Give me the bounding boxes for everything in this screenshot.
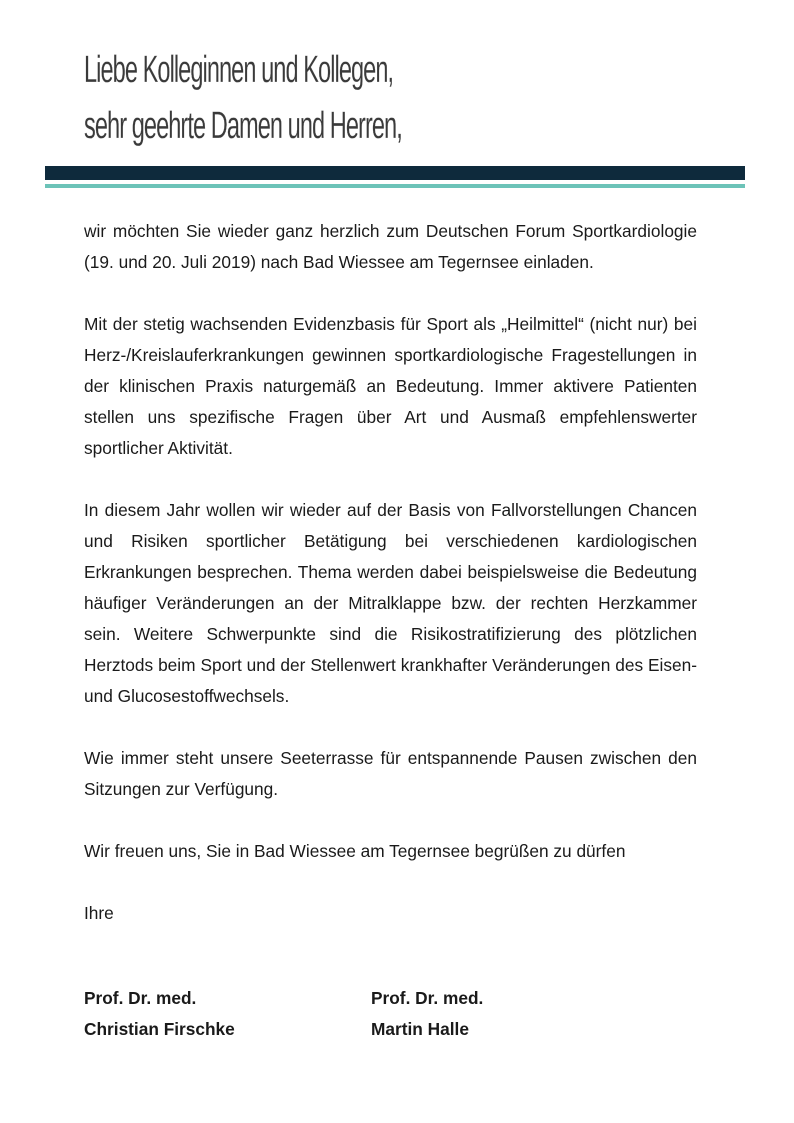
signature-firschke bbox=[84, 983, 235, 1045]
signature-title: Prof. Dr. med. bbox=[371, 988, 484, 1008]
signature-name: Martin Halle bbox=[371, 1019, 469, 1039]
header-divider-dark bbox=[45, 166, 745, 180]
paragraph-terrace: Wie immer steht unsere Seeterrasse für entspannende Pausen zwischen den Sitzungen zur Verfügung. bbox=[84, 748, 697, 799]
paragraph-invitation: wir möchten Sie wieder ganz herzlich zum Deutschen Forum Sportkardiologie (19. und 20. Juli 2019) nach Bad Wiessee am Tegernsee einladen. bbox=[84, 221, 697, 272]
closing-word: Ihre bbox=[84, 903, 114, 923]
header-divider-teal bbox=[45, 184, 745, 188]
signature-name: Christian Firschke bbox=[84, 1019, 235, 1039]
paragraph-welcome: Wir freuen uns, Sie in Bad Wiessee am Tegernsee begrüßen zu dürfen bbox=[84, 841, 626, 861]
signature-title: Prof. Dr. med. bbox=[84, 988, 197, 1008]
signature-halle bbox=[371, 983, 483, 1045]
paragraph-evidence: Mit der stetig wachsenden Evidenzbasis für Sport als „Heilmittel“ (nicht nur) bei Herz-/Kreislauferkrankungen gewinnen sportkardiologische Fragestellungen in der klinischen Praxis naturgemäß an Bedeutung. Immer aktivere Patienten stellen uns spezifische Fragen über Art und Ausmaß empfehlenswerter sportlicher Aktivität. bbox=[84, 314, 697, 458]
salutation-line-1: Liebe Kolleginnen und Kollegen, bbox=[84, 49, 394, 91]
letter-header bbox=[84, 42, 724, 154]
salutation-line-2: sehr geehrte Damen und Herren, bbox=[84, 105, 402, 147]
paragraph-program: In diesem Jahr wollen wir wieder auf der Basis von Fallvorstellungen Chancen und Risiken sportlicher Betätigung bei verschiedenen kardiologischen Erkrankungen besprechen. Thema werden dabei beispielsweise die Bedeutung häufiger Veränderungen an der Mitralklappe bzw. der rechten Herzkammer sein. Weitere Schwerpunkte sind die Risikostratifizierung des plötzlichen Herztods beim Sport und der Stellenwert krankhafter Veränderungen des Eisen- und Glucosestoffwechsels. bbox=[84, 500, 697, 706]
letter-body bbox=[84, 216, 697, 960]
